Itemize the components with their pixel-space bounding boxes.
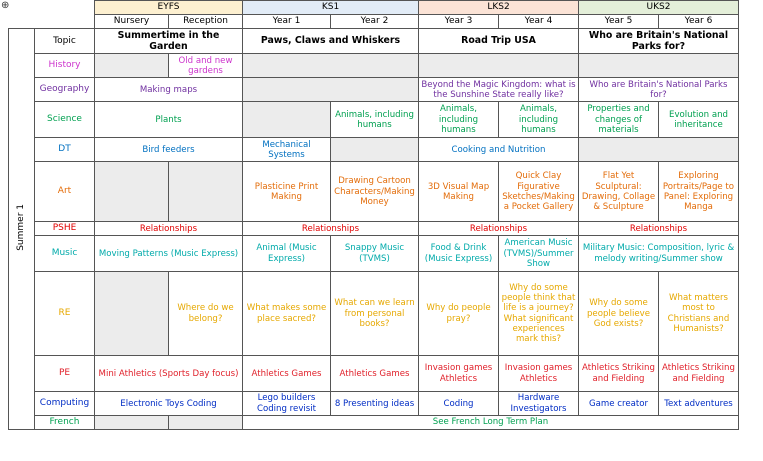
- key-stage-eyfs: EYFS: [95, 1, 243, 15]
- science-year-5: Properties and changes of materials: [579, 102, 659, 138]
- art-nursery: [95, 162, 169, 222]
- science-year-1: [243, 102, 331, 138]
- term-cell: [9, 28, 35, 429]
- computing-eyfs: Electronic Toys Coding: [95, 392, 243, 416]
- re-year-6: What matters most to Christians and Humanists?: [659, 272, 739, 356]
- history-lks2: [419, 54, 579, 78]
- subject-history: History: [35, 54, 95, 78]
- music-eyfs: Moving Patterns (Music Express): [95, 236, 243, 272]
- topic-ks1: Paws, Claws and Whiskers: [243, 28, 419, 54]
- re-year-2: What can we learn from personal books?: [331, 272, 419, 356]
- year-4: Year 4: [499, 14, 579, 28]
- pe-year-1: Athletics Games: [243, 356, 331, 392]
- history-ks1: [243, 54, 419, 78]
- subject-topic: Topic: [35, 28, 95, 54]
- subject-french: French: [35, 416, 95, 430]
- music-year-1: Animal (Music Express): [243, 236, 331, 272]
- subject-re: RE: [35, 272, 95, 356]
- key-stage-ks1: KS1: [243, 1, 419, 15]
- history-reception: Old and new gardens: [169, 54, 243, 78]
- year-5: Year 5: [579, 14, 659, 28]
- pe-year-6: Athletics Striking and Fielding: [659, 356, 739, 392]
- year-6: Year 6: [659, 14, 739, 28]
- computing-year-4: Hardware Investigators: [499, 392, 579, 416]
- computing-year-6: Text adventures: [659, 392, 739, 416]
- term-label: Summer 1: [16, 203, 27, 251]
- art-year-1: Plasticine Print Making: [243, 162, 331, 222]
- year-3: Year 3: [419, 14, 499, 28]
- re-year-5: Why do some people believe God exists?: [579, 272, 659, 356]
- subject-dt: DT: [35, 138, 95, 162]
- subject-science: Science: [35, 102, 95, 138]
- french-nursery: [95, 416, 169, 430]
- pe-year-5: Athletics Striking and Fielding: [579, 356, 659, 392]
- history-uks2: [579, 54, 739, 78]
- re-year-1: What makes some place sacred?: [243, 272, 331, 356]
- art-year-5: Flat Yet Sculptural: Drawing, Collage & Sculpture: [579, 162, 659, 222]
- music-year-3: Food & Drink (Music Express): [419, 236, 499, 272]
- pe-year-4: Invasion games Athletics: [499, 356, 579, 392]
- year-1: Year 1: [243, 14, 331, 28]
- computing-year-2: 8 Presenting ideas: [331, 392, 419, 416]
- re-nursery: [95, 272, 169, 356]
- music-uks2: Military Music: Composition, lyric & melody writing/Summer show: [579, 236, 739, 272]
- dt-uks2: [579, 138, 739, 162]
- re-year-4: Why do some people think that life is a journey? What significant experiences mark this?: [499, 272, 579, 356]
- science-eyfs: Plants: [95, 102, 243, 138]
- geography-lks2: Beyond the Magic Kingdom: what is the Sunshine State really like?: [419, 78, 579, 102]
- pshe-lks2: Relationships: [419, 222, 579, 236]
- year-reception: Reception: [169, 14, 243, 28]
- pshe-ks1: Relationships: [243, 222, 419, 236]
- computing-year-1: Lego builders Coding revisit: [243, 392, 331, 416]
- topic-uks2: Who are Britain's National Parks for?: [579, 28, 739, 54]
- history-nursery: [95, 54, 169, 78]
- subject-art: Art: [35, 162, 95, 222]
- art-year-3: 3D Visual Map Making: [419, 162, 499, 222]
- art-reception: [169, 162, 243, 222]
- art-year-4: Quick Clay Figurative Sketches/Making a Pocket Gallery: [499, 162, 579, 222]
- dt-lks2: Cooking and Nutrition: [419, 138, 579, 162]
- science-year-6: Evolution and inheritance: [659, 102, 739, 138]
- key-stage-lks2: LKS2: [419, 1, 579, 15]
- pe-year-3: Invasion games Athletics: [419, 356, 499, 392]
- science-year-3: Animals, including humans: [419, 102, 499, 138]
- computing-year-3: Coding: [419, 392, 499, 416]
- dt-eyfs: Bird feeders: [95, 138, 243, 162]
- geography-uks2: Who are Britain's National Parks for?: [579, 78, 739, 102]
- re-year-3: Why do people pray?: [419, 272, 499, 356]
- dt-year-2: [331, 138, 419, 162]
- pshe-eyfs: Relationships: [95, 222, 243, 236]
- art-year-2: Drawing Cartoon Characters/Making Money: [331, 162, 419, 222]
- subject-geography: Geography: [35, 78, 95, 102]
- geography-eyfs: Making maps: [95, 78, 243, 102]
- curriculum-table: [8, 0, 739, 430]
- french-all: See French Long Term Plan: [243, 416, 739, 430]
- dt-year-1: Mechanical Systems: [243, 138, 331, 162]
- pe-eyfs: Mini Athletics (Sports Day focus): [95, 356, 243, 392]
- art-year-6: Exploring Portraits/Page to Panel: Exploring Manga: [659, 162, 739, 222]
- pe-year-2: Athletics Games: [331, 356, 419, 392]
- topic-lks2: Road Trip USA: [419, 28, 579, 54]
- pshe-uks2: Relationships: [579, 222, 739, 236]
- re-reception: Where do we belong?: [169, 272, 243, 356]
- year-nursery: Nursery: [95, 14, 169, 28]
- music-year-4: American Music (TVMS)/Summer Show: [499, 236, 579, 272]
- computing-year-5: Game creator: [579, 392, 659, 416]
- music-year-2: Snappy Music (TVMS): [331, 236, 419, 272]
- french-reception: [169, 416, 243, 430]
- topic-eyfs: Summertime in the Garden: [95, 28, 243, 54]
- key-stage-uks2: UKS2: [579, 1, 739, 15]
- science-year-4: Animals, including humans: [499, 102, 579, 138]
- science-year-2: Animals, including humans: [331, 102, 419, 138]
- subject-pshe: PSHE: [35, 222, 95, 236]
- year-2: Year 2: [331, 14, 419, 28]
- subject-pe: PE: [35, 356, 95, 392]
- subject-computing: Computing: [35, 392, 95, 416]
- subject-music: Music: [35, 236, 95, 272]
- move-handle-icon[interactable]: ⊕: [1, 0, 10, 11]
- curriculum-overview-page: [8, 0, 739, 430]
- geography-ks1: [243, 78, 419, 102]
